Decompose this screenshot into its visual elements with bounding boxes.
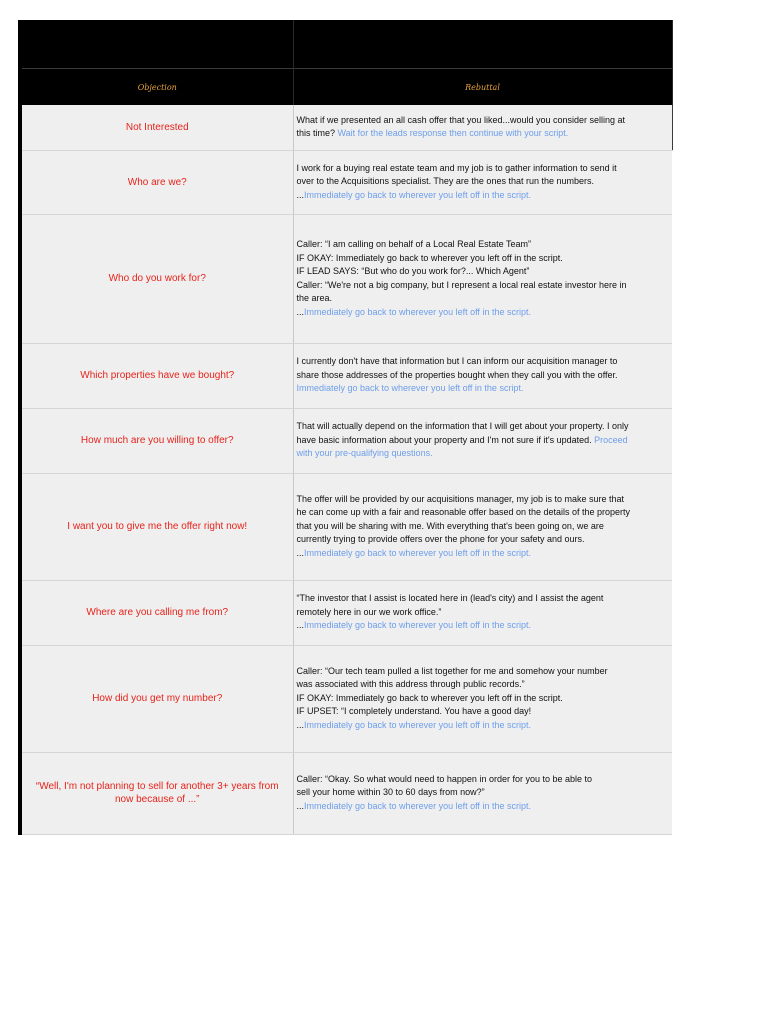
rebuttal-text: was associated with this address through public records.” (296, 679, 525, 690)
rebuttal-cell (293, 343, 672, 408)
rebuttal-line (297, 493, 671, 507)
rebuttal-text: share those addresses of the properties bought when they call you with the offer. (296, 369, 618, 380)
title-cell-left (22, 20, 293, 69)
objection-cell: Who are we? (22, 150, 293, 214)
rebuttal-line (297, 252, 671, 266)
table-body (22, 20, 672, 834)
rebuttal-text: sell your home within 30 to 60 days from now?” (296, 787, 485, 798)
rebuttal-text: over to the Acquisitions specialist. They are the ones that run the numbers. (296, 176, 595, 187)
header-rebuttal: Rebuttal (293, 69, 672, 106)
rebuttal-text: ... (296, 189, 305, 200)
rebuttal-text: remotely here in our we work office.” (296, 606, 442, 617)
objection-rebuttal-table (22, 20, 673, 835)
rebuttal-text: Caller: “Okay. So what would need to happen in order for you to be able to (296, 773, 593, 784)
rebuttal-line (297, 719, 671, 733)
rebuttal-line (297, 175, 671, 189)
objection-cell: Who do you work for? (22, 214, 293, 343)
rebuttal-line (297, 665, 671, 679)
rebuttal-cell (293, 105, 672, 150)
rebuttal-line (297, 533, 671, 547)
objection-cell: How did you get my number? (22, 645, 293, 752)
objection-cell: Which properties have we bought? (22, 343, 293, 408)
rebuttal-cell (293, 580, 672, 645)
instruction-text: Wait for the leads response then continue with your script. (337, 128, 569, 139)
rebuttal-line (297, 547, 671, 561)
table-row (22, 105, 672, 150)
rebuttal-line (297, 606, 671, 620)
title-row (22, 20, 672, 69)
objection-cell: How much are you willing to offer? (22, 408, 293, 473)
table-row (22, 580, 672, 645)
rebuttal-line (297, 786, 671, 800)
rebuttal-line (297, 238, 671, 252)
rebuttal-line (297, 800, 671, 814)
rebuttal-cell (293, 214, 672, 343)
objection-cell: “Well, I'm not planning to sell for another 3+ years from now because of ...” (22, 752, 293, 834)
rebuttal-text: IF OKAY: Immediately go back to wherever you left off in the script. (296, 252, 563, 263)
table-row (22, 343, 672, 408)
rebuttal-line (297, 678, 671, 692)
table-row (22, 752, 672, 834)
title-cell-right (293, 20, 672, 69)
rebuttal-line (297, 506, 671, 520)
rebuttal-text: The offer will be provided by our acquisitions manager, my job is to make sure that (296, 493, 624, 504)
header-row (22, 69, 672, 106)
rebuttal-cell (293, 150, 672, 214)
rebuttal-text: IF LEAD SAYS: “But who do you work for?... Which Agent” (296, 266, 530, 276)
rebuttal-text: Caller: “I am calling on behalf of a Local Real Estate Team” (296, 239, 531, 249)
rebuttal-text: ... (296, 547, 305, 558)
rebuttal-text: ... (296, 306, 305, 317)
rebuttal-line (297, 773, 671, 787)
table-row (22, 408, 672, 473)
objection-cell: Not Interested (22, 105, 293, 150)
rebuttal-text: ... (296, 800, 305, 811)
instruction-text: Proceed (594, 434, 628, 445)
rebuttal-text: this time? (296, 128, 338, 139)
instruction-text: Immediately go back to wherever you left off in the script. (304, 306, 531, 317)
rebuttal-text: Caller: “We're not a big company, but I represent a local real estate investor here in (296, 279, 627, 290)
rebuttal-text: he can come up with a fair and reasonable offer based on the details of the property (296, 507, 631, 518)
rebuttal-line (297, 520, 671, 534)
rebuttal-text: ... (296, 620, 305, 631)
header-objection: Objection (22, 69, 293, 106)
rebuttal-line (297, 434, 671, 448)
rebuttal-cell (293, 473, 672, 580)
rebuttal-line (297, 447, 671, 461)
table-row (22, 150, 672, 214)
rebuttal-line (297, 162, 671, 176)
rebuttal-text: “The investor that I assist is located here in (lead's city) and I assist the agent (296, 593, 604, 604)
objection-cell: Where are you calling me from? (22, 580, 293, 645)
rebuttal-text: That will actually depend on the information that I will get about your property. I only (296, 421, 629, 432)
table-row (22, 214, 672, 343)
rebuttal-text: the area. (296, 293, 333, 303)
rebuttal-line (297, 705, 671, 719)
rebuttal-text: I currently don't have that information but I can inform our acquisition manager to (296, 356, 618, 367)
rebuttal-cell (293, 645, 672, 752)
rebuttal-line (297, 382, 671, 396)
rebuttal-line (297, 189, 671, 203)
rebuttal-text: What if we presented an all cash offer that you liked...would you consider selling at (296, 114, 626, 125)
rebuttal-text: IF UPSET: “I completely understand. You have a good day! (296, 706, 532, 717)
rebuttal-text: Caller: “Our tech team pulled a list together for me and somehow your number (296, 665, 608, 676)
rebuttal-text: I work for a buying real estate team and my job is to gather information to send it (296, 162, 617, 173)
rebuttal-text: have basic information about your property and I'm not sure if it's updated. (296, 434, 595, 445)
instruction-text: Immediately go back to wherever you left off in the script. (304, 719, 531, 730)
instruction-text: Immediately go back to wherever you left off in the script. (304, 547, 531, 558)
instruction-text: with your pre-qualifying questions. (296, 448, 433, 459)
rebuttal-line (297, 279, 671, 293)
rebuttal-text: currently trying to provide offers over the phone for your safety and ours. (296, 534, 585, 545)
instruction-text: Immediately go back to wherever you left off in the script. (304, 620, 531, 631)
objection-cell: I want you to give me the offer right now! (22, 473, 293, 580)
rebuttal-cell (293, 408, 672, 473)
rebuttal-line (297, 355, 671, 369)
table-row (22, 473, 672, 580)
rebuttal-line (297, 619, 671, 633)
rebuttal-text: IF OKAY: Immediately go back to wherever you left off in the script. (296, 692, 563, 703)
rebuttal-cell (293, 752, 672, 834)
rebuttal-line (297, 592, 671, 606)
rebuttal-line (297, 114, 670, 128)
rebuttal-line (297, 369, 671, 383)
rebuttal-line (297, 265, 671, 279)
rebuttal-text: ... (296, 719, 305, 730)
rebuttal-line (297, 292, 671, 306)
rebuttal-line (297, 127, 670, 141)
rebuttal-line (297, 420, 671, 434)
instruction-text: Immediately go back to wherever you left off in the script. (296, 383, 524, 394)
instruction-text: Immediately go back to wherever you left off in the script. (304, 189, 531, 200)
rebuttal-line (297, 306, 671, 320)
table-row (22, 645, 672, 752)
rebuttal-text: that you will be sharing with me. With everything that's been going on, we are (296, 520, 604, 531)
instruction-text: Immediately go back to wherever you left off in the script. (304, 800, 531, 811)
rebuttal-line (297, 692, 671, 706)
